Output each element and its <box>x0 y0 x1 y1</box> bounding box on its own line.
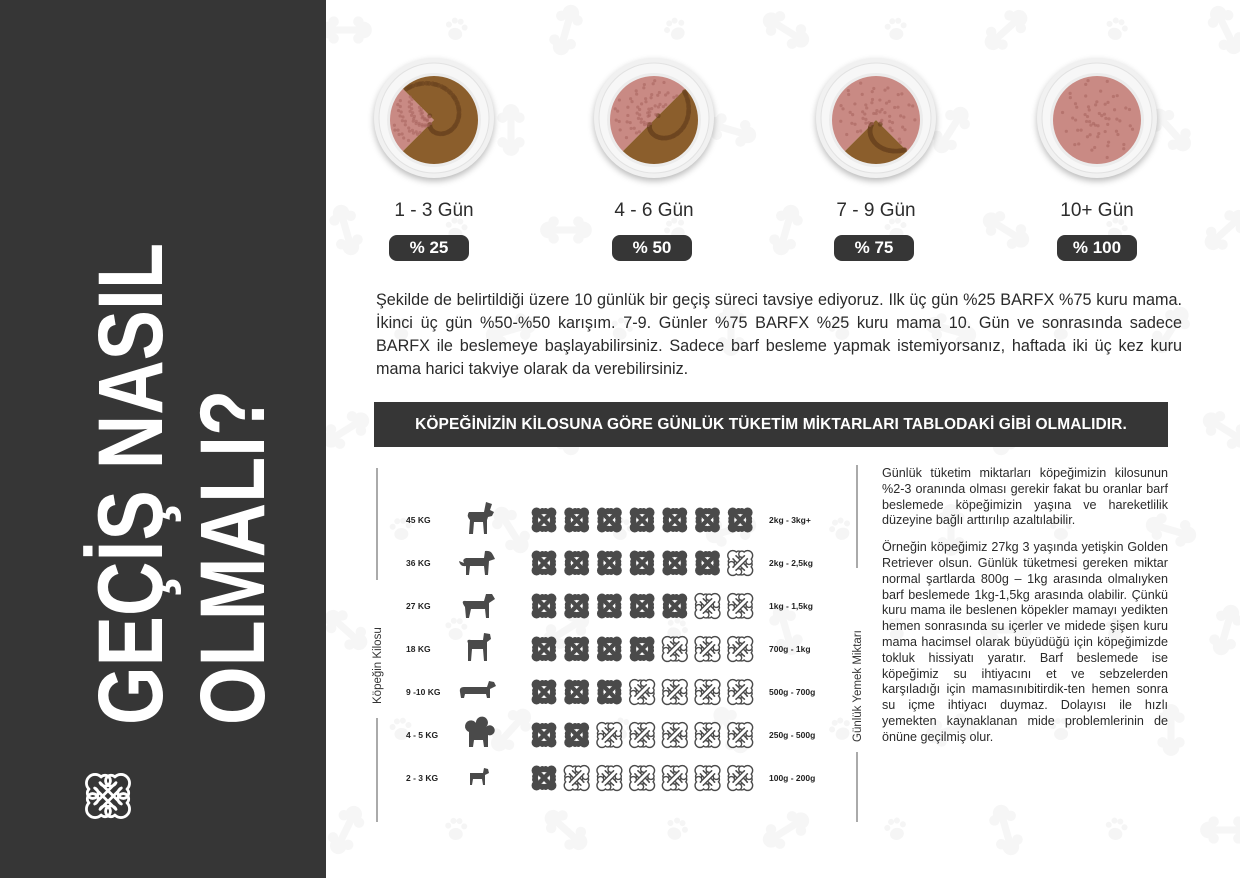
amount-label: 700g - 1kg <box>769 644 811 654</box>
empty-bones-icon <box>625 718 659 752</box>
filled-bones-icon <box>593 675 627 709</box>
filled-bones-icon <box>593 503 627 537</box>
filled-bones-icon <box>560 718 594 752</box>
large-dog-icon <box>468 502 494 534</box>
weight-label: 2 - 3 KG <box>406 773 439 783</box>
filled-bones-icon <box>527 503 561 537</box>
stage-4-label: 10+ Gün <box>1060 200 1134 221</box>
empty-bones-icon <box>723 675 757 709</box>
retriever-icon <box>463 594 495 618</box>
chart-row <box>406 589 813 623</box>
filled-bones-icon <box>691 503 725 537</box>
bg-bone-icon <box>766 201 807 258</box>
stage-2-label: 4 - 6 Gün <box>614 200 694 221</box>
filled-bones-icon <box>691 546 725 580</box>
bg-bone-icon <box>546 1 587 58</box>
empty-bones-icon <box>593 718 627 752</box>
weight-label: 9 -10 KG <box>406 687 441 697</box>
bg-bone-icon <box>1198 203 1240 258</box>
bg-paw-icon <box>883 816 909 842</box>
empty-bones-icon <box>560 761 594 795</box>
empty-bones-icon <box>625 675 659 709</box>
dachshund-icon <box>460 681 496 698</box>
poodle-icon <box>465 717 495 747</box>
bowl-stage-1 <box>374 58 494 178</box>
filled-bones-icon <box>658 546 692 580</box>
chart-row <box>406 546 813 580</box>
filled-bones-icon <box>593 546 627 580</box>
bowl-stage-4 <box>1037 58 1157 178</box>
filled-bones-icon <box>723 503 757 537</box>
filled-bones-icon <box>527 761 561 795</box>
bg-paw-icon <box>661 14 691 44</box>
filled-bones-icon <box>593 632 627 666</box>
filled-bones-icon <box>658 589 692 623</box>
bg-paw-icon <box>443 16 469 42</box>
page-title <box>80 137 284 725</box>
empty-bones-icon <box>691 589 725 623</box>
stage-2-percent-badge: % 50 <box>612 235 692 261</box>
filled-bones-icon <box>560 632 594 666</box>
chart-row <box>406 761 815 795</box>
notes-paragraph-2: Örneğin köpeğimiz 27kg 3 yaşında yetişkin Golden Retriever olsun. Günlük tüketmesi gereken miktar normal şartlarda 800g – 1kg arasında olmalıyken barf beslemede 1kg-1,5kg arasında olabilir. Çünkü kuru mama ile beslenen köpekler mamayı yedikten hemen sonrasında su içerler ve midede şişen kuru mama hacimsel olarak büyüdüğü için köpeğimizde tokluk hissiyatı yaratır. Barf beslemede ise köpeğimiz su ihtiyacını et ve sebzelerden karşıladığı için mamasınıbitirdik-ten hemen sonra su içme ihtiyacı duymaz. Dolayısı ile hızlı yemekten kaynaklanan mide problemlerinin de önüne geçilmiş olur. <box>882 540 1168 744</box>
filled-bones-icon <box>527 718 561 752</box>
filled-bones-icon <box>560 589 594 623</box>
chart-row <box>406 502 811 537</box>
bg-bone-icon <box>326 201 366 258</box>
amount-label: 500g - 700g <box>769 687 816 697</box>
amount-label: 250g - 500g <box>769 730 816 740</box>
bg-paw-icon <box>1104 816 1129 841</box>
daily-amount-chart <box>326 460 866 860</box>
stage-4-percent-badge: % 100 <box>1057 235 1137 261</box>
y-axis-title: Köpeğin Kilosu <box>372 627 384 704</box>
filled-bones-icon <box>593 589 627 623</box>
bg-bone-icon <box>1197 405 1240 456</box>
crossed-bones-icon <box>80 768 136 824</box>
explanation-notes <box>882 466 1168 757</box>
bg-bone-icon <box>977 205 1035 256</box>
filled-bones-icon <box>560 546 594 580</box>
weight-label: 27 KG <box>406 601 431 611</box>
weight-label: 4 - 5 KG <box>406 730 439 740</box>
empty-bones-icon <box>723 632 757 666</box>
raw-food-portion <box>1053 76 1141 164</box>
empty-bones-icon <box>658 718 692 752</box>
empty-bones-icon <box>723 761 757 795</box>
bg-bone-icon <box>326 16 372 43</box>
amount-label: 100g - 200g <box>769 773 816 783</box>
empty-bones-icon <box>723 718 757 752</box>
filled-bones-icon <box>527 632 561 666</box>
empty-bones-icon <box>691 761 725 795</box>
page-title-line-2: OLMALI? <box>182 389 284 725</box>
amount-label: 2kg - 2,5kg <box>769 558 813 568</box>
stage-3-percent-badge: % 75 <box>834 235 914 261</box>
filled-bones-icon <box>527 675 561 709</box>
empty-bones-icon <box>691 632 725 666</box>
filled-bones-icon <box>625 546 659 580</box>
transition-description: Şekilde de belirtildiği üzere 10 günlük bir geçiş süreci tavsiye ediyoruz. Ilk üç gün %25 BARFX %75 kuru mama. İkinci üç gün %50-%50 karışım. 7-9. Günler %75 BARFX %25 kuru mama 10. Gün ve sonrasında sadece BARFX ile beslemeye başlayabilirsiniz. Sadece barf besleme yapmak istemiyorsanız, haftada iki üç kez kuru mama harici takviye olarak da verebilirsiniz. <box>376 291 1182 378</box>
empty-bones-icon <box>723 546 757 580</box>
medium-dog-icon <box>467 633 491 661</box>
empty-bones-icon <box>658 632 692 666</box>
main-content <box>326 0 1240 878</box>
notes-paragraph-1: Günlük tüketim miktarları köpeğimizin kilosunun %2-3 oranında olması gerekir fakat bu oranlar barf beslemede köpeğimizin yaşına ve hareketlilik düzeyine bağlı arttırılıp azaltılabilir. <box>882 466 1168 528</box>
empty-bones-icon <box>691 718 725 752</box>
chart-row <box>406 717 815 752</box>
filled-bones-icon <box>527 546 561 580</box>
daily-amount-banner: KÖPEĞİNİZİN KİLOSUNA GÖRE GÜNLÜK TÜKETİM MİKTARLARI TABLODAKİ GİBİ OLMALIDIR. <box>374 402 1168 447</box>
page-title-line-1: GEÇİŞ NASIL <box>80 242 182 725</box>
bowl-stage-2 <box>594 58 714 178</box>
bg-bone-icon <box>757 5 815 56</box>
filled-bones-icon <box>560 503 594 537</box>
empty-bones-icon <box>593 761 627 795</box>
sidebar <box>0 0 326 878</box>
stage-1-percent-badge: % 25 <box>389 235 469 261</box>
chart-row <box>406 632 811 666</box>
empty-bones-icon <box>658 761 692 795</box>
weight-label: 45 KG <box>406 515 431 525</box>
bg-bone-icon <box>540 216 592 243</box>
bg-bone-icon <box>1206 601 1240 658</box>
filled-bones-icon <box>625 632 659 666</box>
filled-bones-icon <box>527 589 561 623</box>
bg-bone-icon <box>1200 816 1240 843</box>
bg-bone-icon <box>497 104 524 156</box>
stage-1-label: 1 - 3 Gün <box>394 200 474 221</box>
empty-bones-icon <box>723 589 757 623</box>
bg-bone-icon <box>986 801 1027 858</box>
small-dog-icon <box>470 768 489 785</box>
filled-bones-icon <box>658 503 692 537</box>
filled-bones-icon <box>625 503 659 537</box>
filled-bones-icon <box>560 675 594 709</box>
bg-paw-icon <box>1103 15 1130 42</box>
empty-bones-icon <box>625 761 659 795</box>
bg-bone-icon <box>978 3 1035 58</box>
filled-bones-icon <box>625 589 659 623</box>
weight-label: 18 KG <box>406 644 431 654</box>
bowl-stage-3 <box>816 58 936 178</box>
chart-row <box>406 675 815 709</box>
weight-label: 36 KG <box>406 558 431 568</box>
empty-bones-icon <box>658 675 692 709</box>
empty-bones-icon <box>691 675 725 709</box>
hound-icon <box>459 551 495 575</box>
amount-label: 1kg - 1,5kg <box>769 601 813 611</box>
bg-bone-icon <box>326 405 375 456</box>
amount-label: 2kg - 3kg+ <box>769 515 811 525</box>
x-axis-title: Günlük Yemek Miktarı <box>852 630 864 742</box>
bg-bone-icon <box>1202 1 1240 59</box>
stage-3-label: 7 - 9 Gün <box>836 200 916 221</box>
bg-paw-icon <box>884 17 908 41</box>
